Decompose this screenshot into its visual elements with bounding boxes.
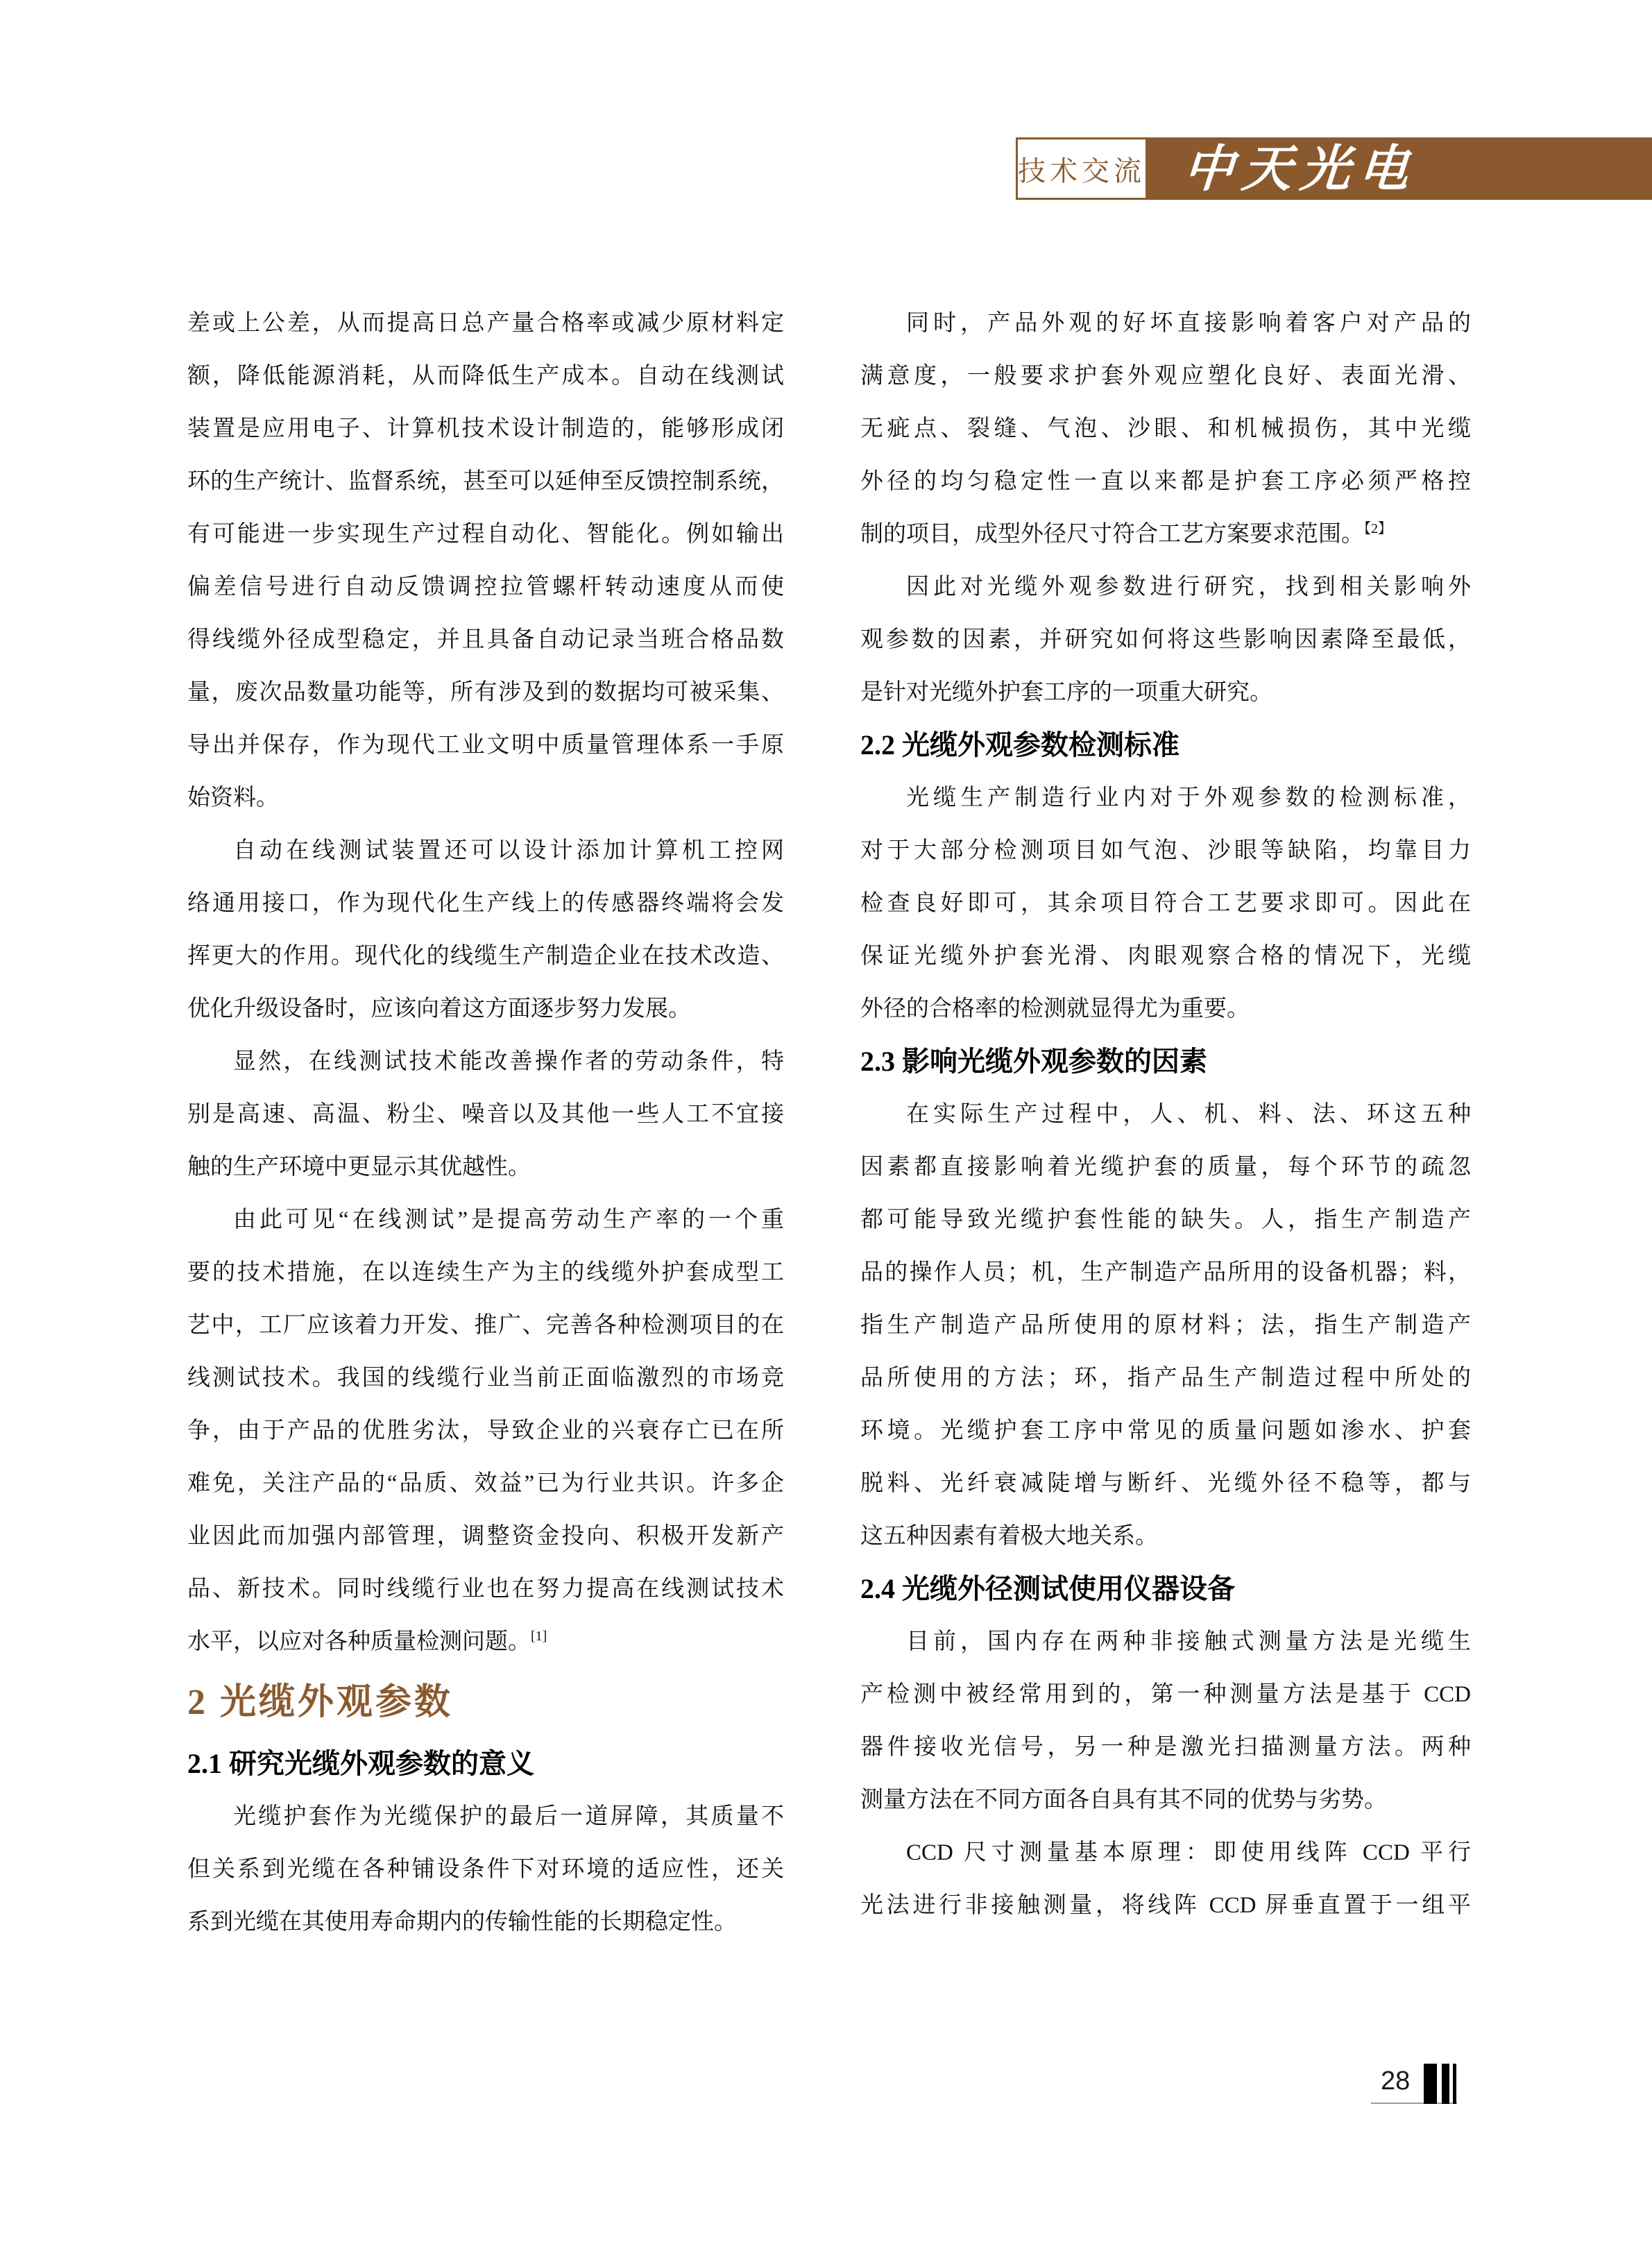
text-line: 在实际生产过程中，人、机、料、法、环这五种 xyxy=(906,1102,1471,1127)
text-line: 保证光缆外护套光滑、肉眼观察合格的情况下，光缆 xyxy=(860,944,1471,969)
text-line: CCD 尺寸测量基本原理：即使用线阵 CCD 平行 xyxy=(906,1840,1471,1865)
page-margin-bars-icon xyxy=(1424,2064,1456,2104)
text-line: 装置是应用电子、计算机技术设计制造的，能够形成闭 xyxy=(187,416,784,441)
text-line: 水平，以应对各种质量检测问题。[1] xyxy=(187,1629,547,1654)
text-line: 难免，关注产品的“品质、效益”已为行业共识。许多企 xyxy=(187,1471,784,1496)
text-line: 环境。光缆护套工序中常见的质量问题如渗水、护套 xyxy=(860,1418,1471,1443)
text-line: 业因此而加强内部管理，调整资金投向、积极开发新产 xyxy=(187,1524,784,1549)
section-label-box xyxy=(1016,137,1148,200)
text-line: 量，废次品数量功能等，所有涉及到的数据均可被采集、 xyxy=(187,680,784,705)
text-line: 艺中，工厂应该着力开发、推广、完善各种检测项目的在 xyxy=(187,1313,784,1338)
text-line: 但关系到光缆在各种铺设条件下对环境的适应性，还关 xyxy=(187,1857,784,1882)
text-line: 自动在线测试装置还可以设计添加计算机工控网 xyxy=(233,838,784,863)
text-line: 器件接收光信号，另一种是激光扫描测量方法。两种 xyxy=(860,1735,1471,1760)
text-line: 满意度，一般要求护套外观应塑化良好、表面光滑、 xyxy=(860,364,1471,389)
section-heading: 2.4 光缆外径测试使用仪器设备 xyxy=(860,1573,1235,1604)
text-line: 有可能进一步实现生产过程自动化、智能化。例如输出 xyxy=(187,522,784,547)
text-line: 要的技术措施，在以连续生产为主的线缆外护套成型工 xyxy=(187,1260,784,1285)
text-line: 产检测中被经常用到的，第一种测量方法是基于 CCD xyxy=(860,1682,1471,1707)
text-line: 外径的均匀稳定性一直以来都是护套工序必须严格控 xyxy=(860,469,1471,494)
header-brand-bar xyxy=(1148,137,1652,200)
text-line: 是针对光缆外护套工序的一项重大研究。 xyxy=(860,680,1272,705)
text-line: 偏差信号进行自动反馈调控拉管螺杆转动速度从而使 xyxy=(187,575,784,600)
text-line: 品所使用的方法；环，指产品生产制造过程中所处的 xyxy=(860,1366,1471,1391)
text-line: 挥更大的作用。现代化的线缆生产制造企业在技术改造、 xyxy=(187,944,784,969)
section-heading: 2.2 光缆外观参数检测标准 xyxy=(860,729,1180,761)
text-line: 测量方法在不同方面各自具有其不同的优势与劣势。 xyxy=(860,1787,1387,1812)
text-line: 无疵点、裂缝、气泡、沙眼、和机械损伤，其中光缆 xyxy=(860,416,1471,441)
text-line: 光缆护套作为光缆保护的最后一道屏障，其质量不 xyxy=(233,1804,784,1829)
page-number: 28 xyxy=(1381,2066,1411,2096)
citation-superscript: 【2】 xyxy=(1364,521,1392,536)
text-line: 光缆生产制造行业内对于外观参数的检测标准， xyxy=(906,785,1471,810)
text-line: 线测试技术。我国的线缆行业当前正面临激烈的市场竞 xyxy=(187,1366,784,1391)
text-line: 始资料。 xyxy=(187,785,279,810)
text-line: 都可能导致光缆护套性能的缺失。人，指生产制造产 xyxy=(860,1207,1471,1232)
text-line: 差或上公差，从而提高日总产量合格率或减少原材料定 xyxy=(187,311,784,336)
section-heading: 2 光缆外观参数 xyxy=(187,1683,454,1722)
text-line: 观参数的因素，并研究如何将这些影响因素降至最低， xyxy=(860,627,1471,652)
text-line: 别是高速、高温、粉尘、噪音以及其他一些人工不宜接 xyxy=(187,1102,784,1127)
section-heading: 2.1 研究光缆外观参数的意义 xyxy=(187,1748,534,1779)
text-line: 外径的合格率的检测就显得尤为重要。 xyxy=(860,996,1250,1021)
text-line: 争，由于产品的优胜劣汰，导致企业的兴衰存亡已在所 xyxy=(187,1418,784,1443)
text-line: 环的生产统计、监督系统，甚至可以延伸至反馈控制系统， xyxy=(187,469,784,494)
text-line: 对于大部分检测项目如气泡、沙眼等缺陷，均靠目力 xyxy=(860,838,1471,863)
text-line: 系到光缆在其使用寿命期内的传输性能的长期稳定性。 xyxy=(187,1910,737,1935)
text-line: 因素都直接影响着光缆护套的质量，每个环节的疏忽 xyxy=(860,1155,1471,1180)
brand-logo: 中天光电 xyxy=(1182,139,1420,198)
section-heading: 2.3 影响光缆外观参数的因素 xyxy=(860,1046,1207,1077)
text-line: 优化升级设备时，应该向着这方面逐步努力发展。 xyxy=(187,996,691,1021)
text-line: 因此对光缆外观参数进行研究，找到相关影响外 xyxy=(906,575,1471,600)
text-line: 制的项目，成型外径尺寸符合工艺方案要求范围。$^{【2】}$ xyxy=(860,521,1392,547)
text-line: 得线缆外径成型稳定，并且具备自动记录当班合格品数 xyxy=(187,627,784,652)
text-line: 络通用接口，作为现代化生产线上的传感器终端将会发 xyxy=(187,891,784,916)
text-line: 品、新技术。同时线缆行业也在努力提高在线测试技术 xyxy=(187,1577,784,1602)
text-line: 品的操作人员；机，生产制造产品所用的设备机器；料， xyxy=(860,1260,1471,1285)
text-line: 同时，产品外观的好坏直接影响着客户对产品的 xyxy=(906,311,1471,336)
text-line: 由此可见“在线测试”是提高劳动生产率的一个重 xyxy=(233,1207,784,1232)
text-line: 这五种因素有着极大地关系。 xyxy=(860,1524,1158,1549)
text-line: 触的生产环境中更显示其优越性。 xyxy=(187,1155,531,1180)
text-line: 脱料、光纤衰减陡增与断纤、光缆外径不稳等，都与 xyxy=(860,1471,1471,1496)
text-line: 检查良好即可，其余项目符合工艺要求即可。因此在 xyxy=(860,891,1471,916)
text-line: 显然，在线测试技术能改善操作者的劳动条件，特 xyxy=(233,1049,784,1074)
text-line: 目前，国内存在两种非接触式测量方法是光缆生 xyxy=(906,1629,1471,1654)
text-line: 光法进行非接触测量，将线阵 CCD 屏垂直置于一组平 xyxy=(860,1893,1471,1918)
text-line: 额，降低能源消耗，从而降低生产成本。自动在线测试 xyxy=(187,364,784,389)
right-column xyxy=(860,297,1471,1932)
text-line: 导出并保存，作为现代工业文明中质量管理体系一手原 xyxy=(187,733,784,758)
text-line: 指生产制造产品所使用的原材料；法，指生产制造产 xyxy=(860,1313,1471,1338)
citation-superscript: [1] xyxy=(531,1629,547,1644)
section-label: 技术交流 xyxy=(1018,155,1146,187)
left-column xyxy=(187,297,784,1948)
